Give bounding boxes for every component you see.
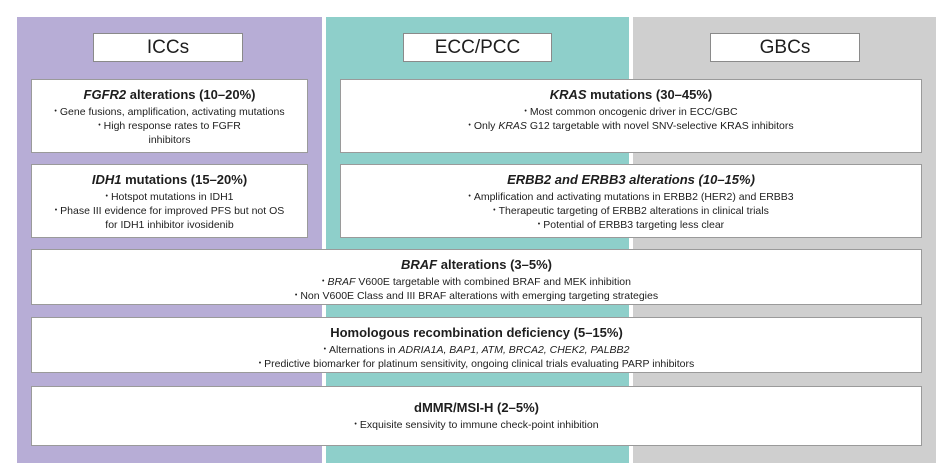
idh1-title-rest: mutations (15–20%)	[121, 172, 248, 187]
dmmr-box	[31, 386, 922, 446]
fgfr2-bullet-1: • Gene fusions, amplification, activating mutations	[32, 105, 307, 119]
hrd-bullet-2: • Predictive biomarker for platinum sensitivity, ongoing clinical trials evaluating PARP inhibitors	[32, 357, 921, 371]
braf-box	[31, 249, 922, 305]
icc-header: ICCs	[93, 33, 243, 62]
kras-bullet-1: • Most common oncogenic driver in ECC/GBC	[341, 105, 921, 119]
kras-bullet-2: • Only KRAS G12 targetable with novel SNV-selective KRAS inhibitors	[341, 119, 921, 133]
erbb-title: ERBB2 and ERBB3 alterations (10–15%)	[507, 172, 755, 187]
ecc-pcc-header: ECC/PCC	[403, 33, 552, 62]
fgfr2-title	[32, 86, 307, 103]
braf-bullet-1: • BRAF V600E targetable with combined BRAF and MEK inhibition	[32, 275, 921, 289]
dmmr-bullet-1: • Exquisite sensivity to immune check-point inhibition	[32, 418, 921, 432]
kras-title-gene: KRAS	[549, 87, 587, 102]
idh1-title	[32, 171, 307, 188]
fgfr2-bullet-2: • High response rates to FGFR	[32, 119, 307, 133]
kras-title-rest: mutations (30–45%)	[586, 87, 713, 102]
erbb-bullet-3: • Potential of ERBB3 targeting less clear	[341, 218, 921, 232]
erbb-bullet-1: • Amplification and activating mutations in ERBB2 (HER2) and ERBB3	[341, 190, 921, 204]
fgfr2-title-rest: alterations (10–20%)	[126, 87, 256, 102]
idh1-title-gene: IDH1	[91, 172, 122, 187]
fgfr2-title-gene: FGFR2	[83, 87, 127, 102]
braf-title: BRAF alterations (3–5%)	[401, 257, 552, 272]
idh1-box	[31, 164, 308, 238]
dmmr-title: dMMR/MSI-H (2–5%)	[414, 400, 539, 415]
idh1-bullet-1: • Hotspot mutations in IDH1	[32, 190, 307, 204]
erbb2-erbb3-box	[340, 164, 922, 238]
erbb-bullet-2: • Therapeutic targeting of ERBB2 alterations in clinical trials	[341, 204, 921, 218]
fgfr2-box	[31, 79, 308, 153]
idh1-bullet-2: • Phase III evidence for improved PFS but not OS	[32, 204, 307, 218]
gbc-header: GBCs	[710, 33, 860, 62]
idh1-bullet-2-cont: for IDH1 inhibitor ivosidenib	[105, 219, 234, 231]
hrd-title: Homologous recombination deficiency (5–15%)	[330, 325, 623, 340]
braf-bullet-2: • Non V600E Class and III BRAF alterations with emerging targeting strategies	[32, 289, 921, 303]
hrd-box	[31, 317, 922, 373]
hrd-bullet-1: • Alternations in ADRIA1A, BAP1, ATM, BRCA2, CHEK2, PALBB2	[32, 343, 921, 357]
kras-box	[340, 79, 922, 153]
fgfr2-bullet-2-cont: inhibitors	[148, 134, 191, 146]
kras-title	[341, 86, 921, 103]
